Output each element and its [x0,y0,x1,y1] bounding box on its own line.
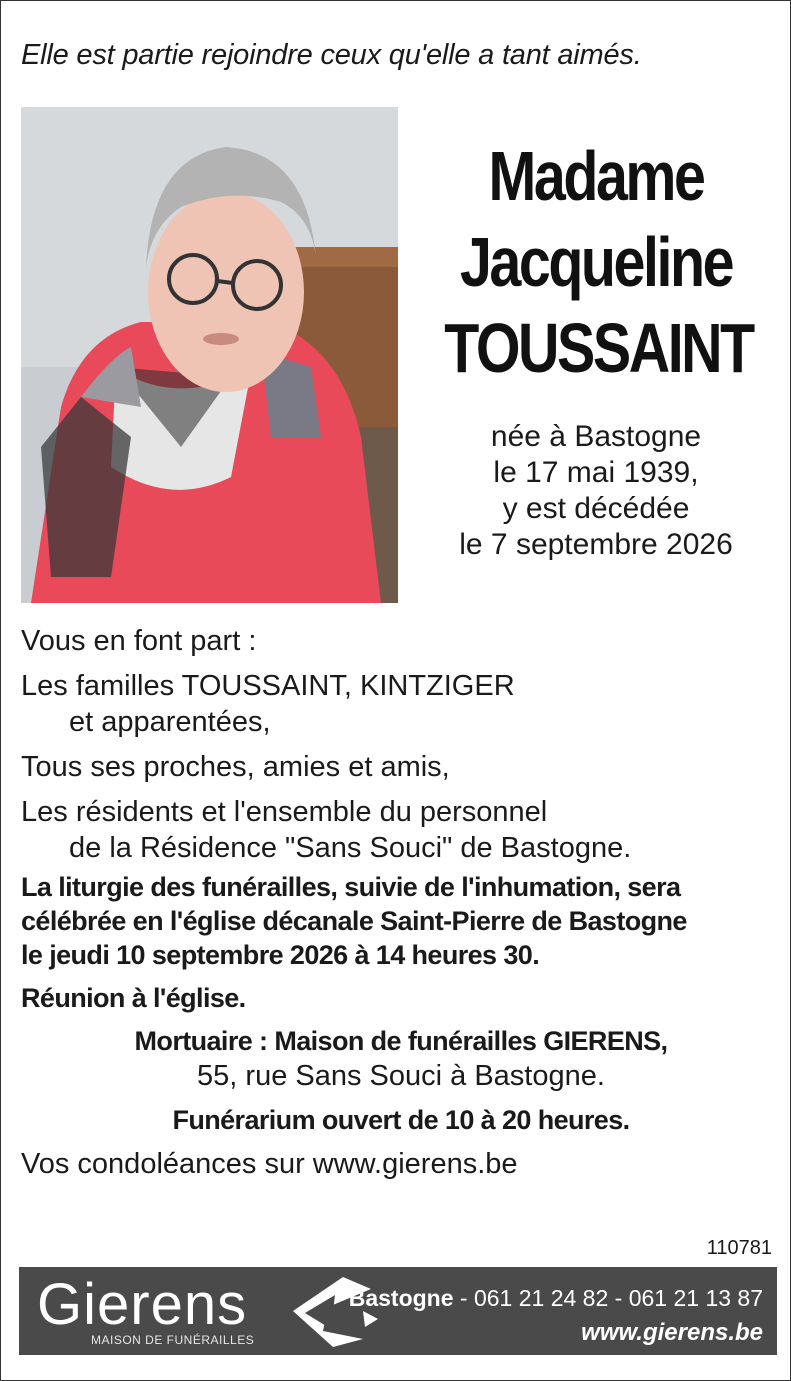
families-text-cont: et apparentées, [69,706,271,738]
relatives-text: Tous ses proches, amies et amis, [21,751,450,783]
website-link[interactable]: www.gierens.be [581,1319,763,1346]
gierens-logo-text: Gierens [37,1272,248,1337]
reference-number: 110781 [706,1237,772,1259]
funerarium-hours: Funérarium ouvert de 10 à 20 heures. [172,1105,630,1135]
logo-subtitle: MAISON DE FUNÉRAILLES [91,1333,255,1347]
meeting-text: Réunion à l'église. [21,983,246,1013]
name-title: Madame [488,137,704,215]
portrait-photo [21,107,398,603]
death-place: y est décédée [502,492,690,525]
intro-text: Vous en font part : [21,625,257,657]
birth-death-dates [421,419,771,563]
contact-phones [349,1285,763,1312]
phone-numbers: - 061 21 24 82 - 061 21 13 87 [453,1285,763,1311]
ceremony-text-3: le jeudi 10 septembre 2026 à 14 heures 30. [21,940,540,970]
name-last: TOUSSAINT [444,309,753,387]
mortuary-address: 55, rue Sans Souci à Bastogne. [197,1060,605,1092]
families-text: Les familles TOUSSAINT, KINTZIGER [21,670,515,702]
deceased-name [444,133,753,391]
death-date: le 7 septembre 2026 [459,528,733,561]
residents-text: Les résidents et l'ensemble du personnel [21,796,548,828]
residents-text-cont: de la Résidence "Sans Souci" de Bastogne. [69,832,632,864]
notice-body [21,623,781,1182]
name-first: Jacqueline [459,223,733,301]
birth-date: le 17 mai 1939, [493,456,699,489]
birth-place: née à Bastogne [490,420,702,453]
contact-city: Bastogne [348,1285,454,1311]
ceremony-text-1: La liturgie des funérailles, suivie de l'inhumation, sera [21,872,681,902]
epitaph-quote: Elle est partie rejoindre ceux qu'elle a tant aimés. [21,39,642,71]
mortuary-title: Mortuaire : Maison de funérailles GIERENS, [134,1026,668,1056]
condolences-text: Vos condoléances sur www.gierens.be [21,1148,518,1180]
ceremony-text-2: célébrée en l'église décanale Saint-Pierre de Bastogne [21,906,687,936]
funeral-home-banner [19,1267,777,1355]
